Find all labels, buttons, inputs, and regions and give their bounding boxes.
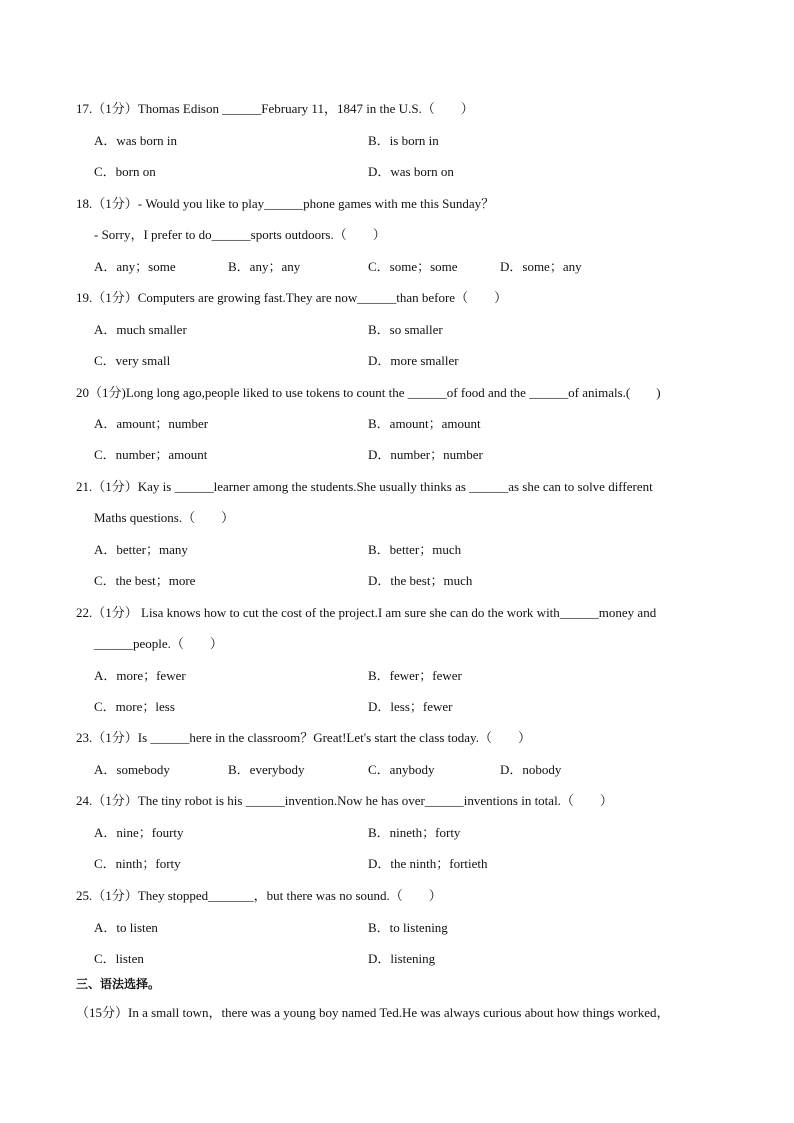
question-23-stem: 23.（1分）Is ______here in the classroom？Great!Let's start the class today.（ ） [76,730,531,745]
question-20-option-d[interactable]: D．number；number [368,447,483,462]
question-19-option-a[interactable]: A．much smaller [94,322,187,337]
question-21-stem-continued: Maths questions.（ ） [94,510,235,525]
question-19-option-c[interactable]: C．very small [94,353,171,368]
question-21-option-a[interactable]: A．better；many [94,542,188,557]
question-19-option-d[interactable]: D．more smaller [368,353,459,368]
question-18-stem-continued: - Sorry，I prefer to do______sports outdoors.（ ） [94,227,386,242]
question-20-stem: 20（1分)Long long ago,people liked to use tokens to count the ______of food and the ______of animals.( ) [76,385,661,400]
question-24-option-d[interactable]: D．the ninth；fortieth [368,856,488,871]
question-24-option-b[interactable]: B．nineth；forty [368,825,461,840]
question-22-option-d[interactable]: D．less；fewer [368,699,453,714]
question-19-option-b[interactable]: B．so smaller [368,322,443,337]
question-18-option-d[interactable]: D．some；any [500,259,582,274]
question-18-option-a[interactable]: A．any；some [94,259,176,274]
question-21-option-b[interactable]: B．better；much [368,542,462,557]
question-25-option-c[interactable]: C．listen [94,951,144,966]
question-17-stem: 17.（1分）Thomas Edison ______February 11，1847 in the U.S.（ ） [76,101,474,116]
question-22-option-a[interactable]: A．more；fewer [94,668,186,683]
question-24-option-c[interactable]: C．ninth；forty [94,856,181,871]
question-24-stem: 24.（1分）The tiny robot is his ______invention.Now he has over______inventions in total.（ ） [76,793,613,808]
question-17-option-b[interactable]: B．is born in [368,133,439,148]
question-25-option-a[interactable]: A．to listen [94,920,158,935]
question-21-stem: 21.（1分）Kay is ______learner among the students.She usually thinks as ______as she can to solve different [76,479,653,494]
question-20-option-b[interactable]: B．amount；amount [368,416,481,431]
question-20-option-c[interactable]: C．number；amount [94,447,208,462]
question-23-option-b[interactable]: B．everybody [228,762,305,777]
question-22-option-c[interactable]: C．more；less [94,699,175,714]
question-17-option-a[interactable]: A．was born in [94,133,178,148]
question-21-option-d[interactable]: D．the best；much [368,573,473,588]
question-22-stem-continued: ______people.（ ） [94,636,223,651]
question-25-option-d[interactable]: D．listening [368,951,436,966]
question-22-stem: 22.（1分） Lisa knows how to cut the cost of the project.I am sure she can do the work with______money and [76,605,657,620]
question-23-option-c[interactable]: C．anybody [368,762,435,777]
question-22-option-b[interactable]: B．fewer；fewer [368,668,462,683]
question-18-option-b[interactable]: B．any；any [228,259,301,274]
section-intro: （15分）In a small town，there was a young boy named Ted.He was always curious about how things worked， [76,1005,670,1020]
question-18-stem: 18.（1分）- Would you like to play______phone games with me this Sunday？ [76,196,495,211]
question-19-stem: 19.（1分）Computers are growing fast.They are now______than before（ ） [76,290,508,305]
section-heading: 三、语法选择。 [76,977,161,991]
question-18-option-c[interactable]: C．some；some [368,259,458,274]
question-17-option-c[interactable]: C．born on [94,164,156,179]
question-23-option-d[interactable]: D．nobody [500,762,562,777]
question-25-option-b[interactable]: B．to listening [368,920,448,935]
question-24-option-a[interactable]: A．nine；fourty [94,825,184,840]
question-20-option-a[interactable]: A．amount；number [94,416,209,431]
question-25-stem: 25.（1分）They stopped_______，but there was no sound.（ ） [76,888,442,903]
question-17-option-d[interactable]: D．was born on [368,164,454,179]
question-21-option-c[interactable]: C．the best；more [94,573,196,588]
question-23-option-a[interactable]: A．somebody [94,762,170,777]
